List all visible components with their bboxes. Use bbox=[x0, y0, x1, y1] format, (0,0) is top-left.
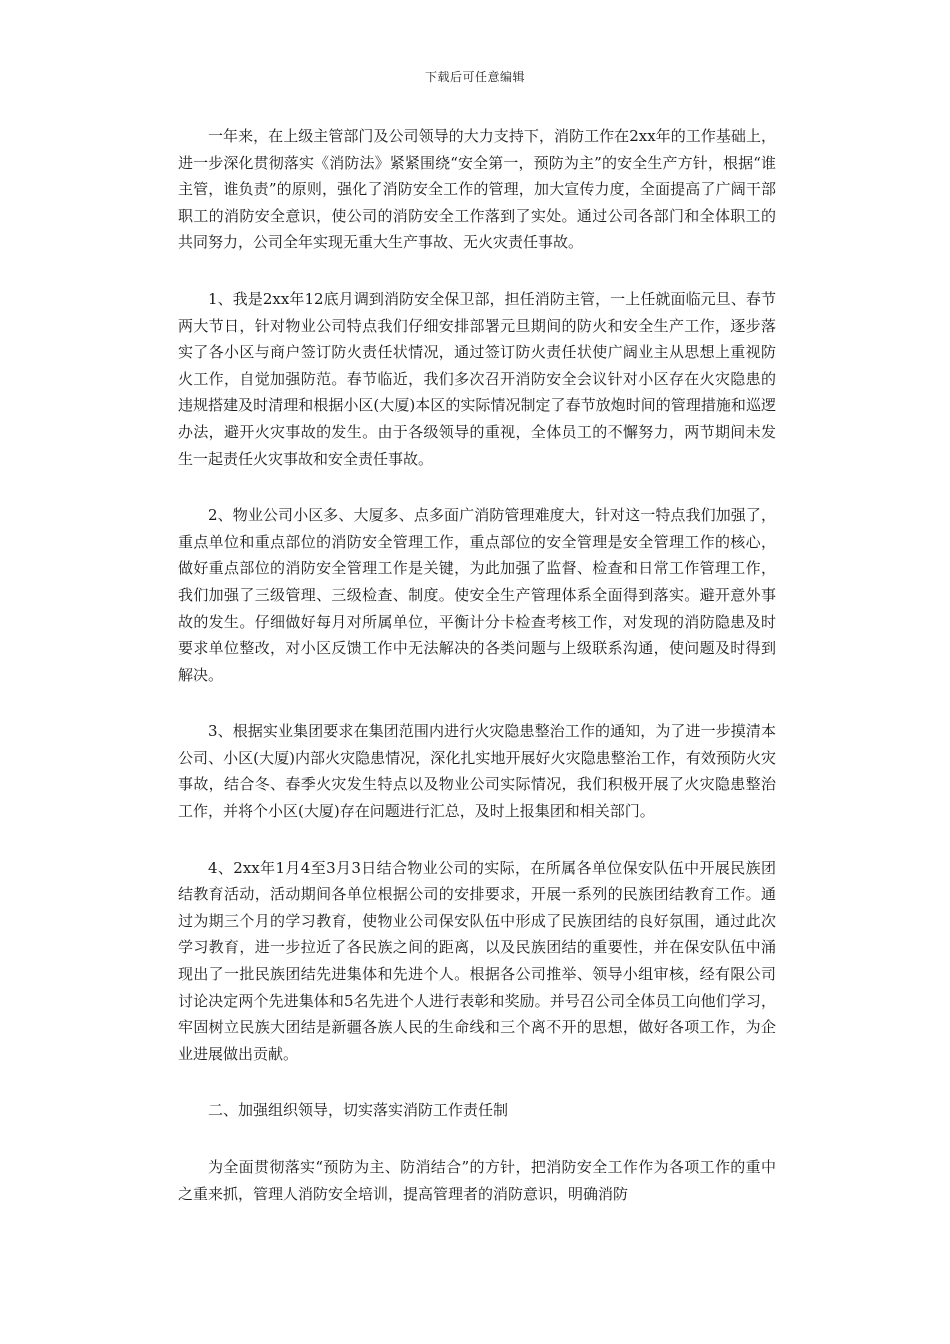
item-3-paragraph: 3、根据实业集团要求在集团范围内进行火灾隐患整治工作的通知，为了进一步摸清本公司、小区(大厦)内部火灾隐患情况，深化扎实地开展好火灾隐患整治工作，有效预防火灾事故，结合冬、春季火灾发生特点以及物业公司实际情况，我们积极开展了火灾隐患整治工作，并将个小区(大厦)存在问题进行汇总，及时上报集团和相关部门。 bbox=[178, 722, 776, 821]
section-2-paragraph: 为全面贯彻落实“预防为主、防消结合”的方针，把消防安全工作作为各项工作的重中之重来抓，管理人消防安全培训，提高管理者的消防意识，明确消防 bbox=[178, 1158, 776, 1203]
section-2-heading: 二、加强组织领导，切实落实消防工作责任制 bbox=[208, 1101, 509, 1120]
item-4-paragraph: 4、2xx年1月4至3月3日结合物业公司的实际，在所属各单位保安队伍中开展民族团结教育活动，活动期间各单位根据公司的安排要求，开展一系列的民族团结教育工作。通过为期三个月的学习教育，使物业公司保安队伍中形成了民族团结的良好氛围，通过此次学习教育，进一步拉近了各民族之间的距离，以及民族团结的重要性，并在保安队伍中涌现出了一批民族团结先进集体和先进个人。根据各公司推举、领导小组审核，经有限公司讨论决定两个先进集体和5名先进个人进行表彰和奖励。并号召公司全体员工向他们学习，牢固树立民族大团结是新疆各族人民的生命线和三个离不开的思想，做好各项工作，为企业进展做出贡献。 bbox=[178, 858, 776, 1063]
intro-paragraph: 一年来，在上级主管部门及公司领导的大力支持下，消防工作在2xx年的工作基础上，进一步深化贯彻落实《消防法》紧紧围绕“安全第一，预防为主”的安全生产方针，根据“谁主管，谁负责”的原则，强化了消防安全工作的管理，加大宣传力度，全面提高了广阔干部职工的消防安全意识，使公司的消防安全工作落到了实处。通过公司各部门和全体职工的共同努力，公司全年实现无重大生产事故、无火灾责任事故。 bbox=[178, 127, 776, 252]
document-body bbox=[178, 123, 776, 1237]
download-note: 下载后可任意编辑 bbox=[424, 70, 525, 84]
item-2-paragraph: 2、物业公司小区多、大厦多、点多面广消防管理难度大，针对这一特点我们加强了，重点单位和重点部位的消防安全管理工作，重点部位的安全管理是安全管理工作的核心，做好重点部位的消防安全管理工作是关键，为此加强了监督、检查和日常工作管理工作，我们加强了三级管理、三级检查、制度。使安全生产管理体系全面得到落实。避开意外事故的发生。仔细做好每月对所属单位，平衡计分卡检查考核工作，对发现的消防隐患及时要求单位整改，对小区反馈工作中无法解决的各类问题与上级联系沟通，使问题及时得到解决。 bbox=[178, 506, 776, 684]
item-1-paragraph: 1、我是2xx年12底月调到消防安全保卫部，担任消防主管，一上任就面临元旦、春节两大节日，针对物业公司特点我们仔细安排部署元旦期间的防火和安全生产工作，逐步落实了各小区与商户签订防火责任状情况，通过签订防火责任状使广阔业主从思想上重视防火工作，自觉加强防范。春节临近，我们多次召开消防安全会议针对小区存在火灾隐患的违规搭建及时清理和根据小区(大厦)本区的实际情况制定了春节放炮时间的管理措施和巡逻办法，避开火灾事故的发生。由于各级领导的重视，全体员工的不懈努力，两节期间未发生一起责任火灾事故和安全责任事故。 bbox=[178, 289, 776, 468]
